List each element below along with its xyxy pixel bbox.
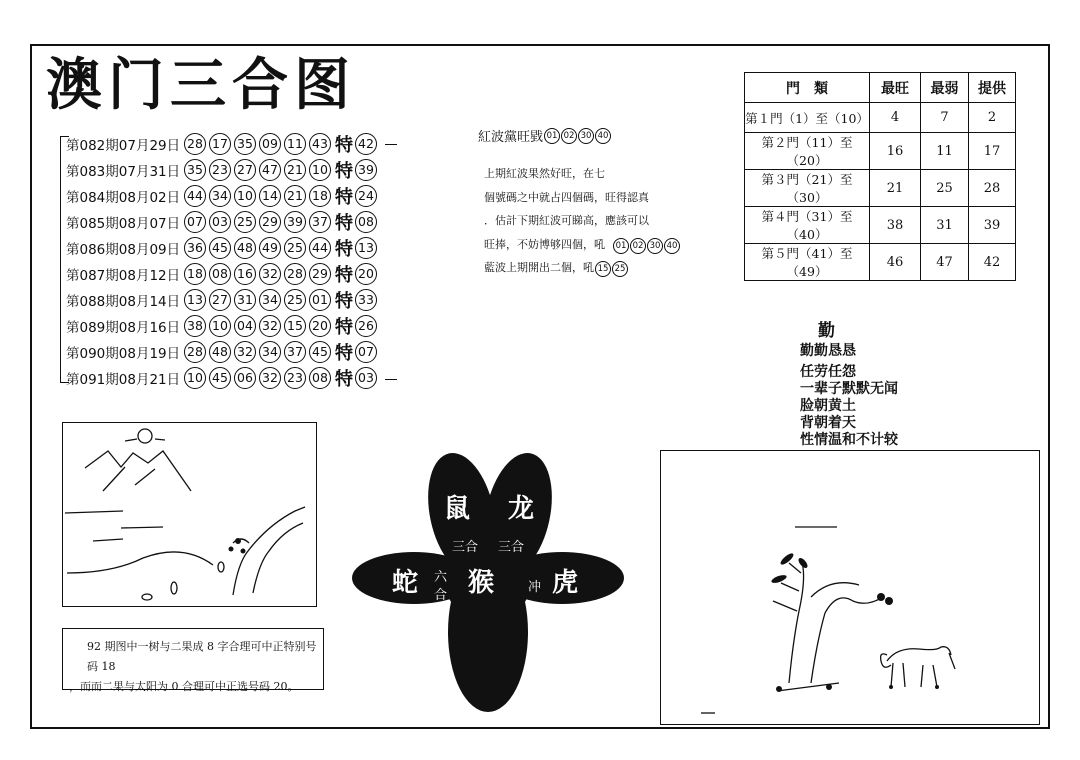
number-ball: 34 — [209, 185, 231, 207]
hint-note — [62, 628, 324, 693]
zodiac-snake: 蛇 — [392, 568, 419, 598]
special-number-ball: 39 — [355, 159, 377, 181]
poem-line: 勤勤恳恳 — [800, 343, 856, 359]
number-ball: 10 — [184, 367, 206, 389]
number-ball: 10 — [234, 185, 256, 207]
number-ball: 07 — [184, 211, 206, 233]
number-ball: 28 — [184, 341, 206, 363]
number-ball: 14 — [259, 185, 281, 207]
gate-row — [745, 207, 1016, 244]
special-marker: 特 — [335, 239, 353, 260]
draw-history-list — [66, 131, 401, 391]
number-ball: 38 — [184, 315, 206, 337]
special-marker: 特 — [335, 369, 353, 390]
small-number-ball: 25 — [612, 261, 628, 277]
number-ball: 25 — [284, 289, 306, 311]
gate-value-cell: 11 — [921, 133, 969, 170]
gate-row — [745, 170, 1016, 207]
draw-period-label: 第090期08月19日 — [66, 346, 181, 362]
number-ball: 03 — [209, 211, 231, 233]
poem-line: 任劳任怨 — [800, 364, 856, 380]
draw-row — [66, 261, 401, 287]
analysis-line: ．估計下期紅波可睇高，應該可以 — [484, 214, 649, 227]
special-marker: 特 — [335, 291, 353, 312]
gate-value-cell: 4 — [870, 103, 921, 133]
poem-line: 性情温和不计较 — [800, 432, 898, 448]
header-provide: 提供 — [969, 73, 1016, 103]
small-number-ball: 01 — [613, 238, 629, 254]
draw-row — [66, 157, 401, 183]
zodiac-flower — [352, 452, 624, 714]
gate-value-cell: 21 — [870, 170, 921, 207]
red-wave-header — [478, 126, 611, 145]
number-ball: 29 — [259, 211, 281, 233]
number-ball: 32 — [259, 263, 281, 285]
special-number-ball: 26 — [355, 315, 377, 337]
gate-value-cell: 16 — [870, 133, 921, 170]
special-marker: 特 — [335, 317, 353, 338]
number-ball: 45 — [209, 237, 231, 259]
gate-value-cell: 42 — [969, 244, 1016, 281]
gate-range-cell: 第１門（1）至（10） — [745, 103, 870, 133]
clash-label: 冲 — [528, 580, 542, 595]
number-ball: 44 — [309, 237, 331, 259]
analysis-line: 藍波上期開出二個，吼 15 25 — [484, 256, 704, 280]
number-ball: 21 — [284, 185, 306, 207]
number-ball: 20 — [309, 315, 331, 337]
number-ball: 25 — [234, 211, 256, 233]
draw-period-label: 第087期08月12日 — [66, 268, 181, 284]
number-ball: 32 — [234, 341, 256, 363]
draw-row — [66, 339, 401, 365]
number-ball: 18 — [184, 263, 206, 285]
special-number-ball: 24 — [355, 185, 377, 207]
gate-row — [745, 133, 1016, 170]
special-number-ball: 07 — [355, 341, 377, 363]
gate-range-cell: 第４門（31）至（40） — [745, 207, 870, 244]
header-coldest: 最弱 — [921, 73, 969, 103]
number-ball: 49 — [259, 237, 281, 259]
zodiac-rat: 鼠 — [444, 494, 471, 524]
number-ball: 27 — [209, 289, 231, 311]
number-ball: 34 — [259, 289, 281, 311]
zodiac-monkey: 猴 — [468, 568, 495, 598]
number-ball: 35 — [184, 159, 206, 181]
poem-line: 脸朝黄土 — [800, 398, 856, 414]
six-combo-label-2: 合 — [434, 588, 448, 603]
gate-value-cell: 17 — [969, 133, 1016, 170]
gate-row — [745, 244, 1016, 281]
gate-range-cell: 第２門（11）至（20） — [745, 133, 870, 170]
small-number-ball: 02 — [561, 128, 577, 144]
gate-value-cell: 7 — [921, 103, 969, 133]
number-ball: 43 — [309, 133, 331, 155]
six-combo-label-1: 六 — [434, 570, 448, 585]
number-ball: 37 — [309, 211, 331, 233]
small-number-ball: 30 — [578, 128, 594, 144]
number-ball: 23 — [284, 367, 306, 389]
special-marker: 特 — [335, 343, 353, 364]
page-title: 澳门三合图 — [46, 53, 356, 118]
number-ball: 18 — [309, 185, 331, 207]
number-ball: 08 — [209, 263, 231, 285]
number-ball: 27 — [234, 159, 256, 181]
special-marker: 特 — [335, 213, 353, 234]
zodiac-dragon: 龙 — [508, 494, 535, 524]
draw-period-label: 第086期08月09日 — [66, 242, 181, 258]
analysis-line: 上期紅波果然好旺，在七 — [484, 167, 605, 180]
draw-period-label: 第091期08月21日 — [66, 372, 181, 388]
number-ball: 29 — [309, 263, 331, 285]
analysis-line: 個號碼之中就占四個碼，旺得認真 — [484, 190, 649, 204]
gate-range-cell: 第５門（41）至（49） — [745, 244, 870, 281]
number-ball: 04 — [234, 315, 256, 337]
draw-row — [66, 313, 401, 339]
number-ball: 32 — [259, 367, 281, 389]
special-number-ball: 33 — [355, 289, 377, 311]
analysis-paragraph — [484, 162, 704, 280]
red-wave-label: 紅波黨旺戥 — [478, 130, 544, 145]
triple-combo-label: 三合 — [498, 540, 525, 555]
triple-combo-label: 三合 — [452, 540, 479, 555]
number-ball: 45 — [309, 341, 331, 363]
draw-row — [66, 183, 401, 209]
number-ball: 13 — [184, 289, 206, 311]
draw-period-label: 第084期08月02日 — [66, 190, 181, 206]
special-number-ball: 13 — [355, 237, 377, 259]
number-ball: 31 — [234, 289, 256, 311]
draw-period-label: 第082期07月29日 — [66, 138, 181, 154]
landscape-drawing — [63, 423, 315, 605]
small-number-ball: 40 — [664, 238, 680, 254]
number-ball: 08 — [309, 367, 331, 389]
ox-picture — [660, 450, 1040, 725]
number-ball: 37 — [284, 341, 306, 363]
draw-row — [66, 365, 401, 391]
draw-period-label: 第085期08月07日 — [66, 216, 181, 232]
poem — [800, 343, 898, 449]
number-ball: 47 — [259, 159, 281, 181]
number-ball: 23 — [209, 159, 231, 181]
special-number-ball: 03 — [355, 367, 377, 389]
number-ball: 01 — [309, 289, 331, 311]
gate-range-cell: 第３門（21）至（30） — [745, 170, 870, 207]
draw-period-label: 第088期08月14日 — [66, 294, 181, 310]
number-ball: 10 — [209, 315, 231, 337]
header-hottest: 最旺 — [870, 73, 921, 103]
poem-line: 背朝着天 — [800, 415, 856, 431]
special-number-ball: 42 — [355, 133, 377, 155]
hint-line: 92 期图中一树与二果成 8 字合理可中正特别号码 18 — [87, 640, 317, 673]
special-number-ball: 08 — [355, 211, 377, 233]
number-ball: 10 — [309, 159, 331, 181]
draw-row — [66, 287, 401, 313]
small-number-ball: 01 — [544, 128, 560, 144]
small-number-ball: 40 — [595, 128, 611, 144]
small-number-ball: 30 — [647, 238, 663, 254]
number-ball: 39 — [284, 211, 306, 233]
draw-period-label: 第083期07月31日 — [66, 164, 181, 180]
number-ball: 35 — [234, 133, 256, 155]
number-ball: 36 — [184, 237, 206, 259]
gate-table — [744, 72, 1016, 281]
number-ball: 16 — [234, 263, 256, 285]
number-ball: 48 — [209, 341, 231, 363]
special-marker: 特 — [335, 135, 353, 156]
number-ball: 34 — [259, 341, 281, 363]
poem-line: 一辈子默默无闻 — [800, 381, 898, 397]
draw-row — [66, 235, 401, 261]
special-marker: 特 — [335, 187, 353, 208]
landscape-picture — [62, 422, 317, 607]
gate-value-cell: 46 — [870, 244, 921, 281]
ox-drawing — [661, 451, 1038, 723]
zodiac-tiger: 虎 — [552, 568, 579, 598]
gate-value-cell: 47 — [921, 244, 969, 281]
hint-line: ，而而二果与太阳为 0 合理可中正选号码 20。 — [69, 680, 299, 693]
small-number-ball: 15 — [595, 261, 611, 277]
number-ball: 32 — [259, 315, 281, 337]
number-ball: 25 — [284, 237, 306, 259]
gate-table-header — [745, 73, 1016, 103]
number-ball: 17 — [209, 133, 231, 155]
gate-value-cell: 25 — [921, 170, 969, 207]
special-number-ball: 20 — [355, 263, 377, 285]
gate-value-cell: 28 — [969, 170, 1016, 207]
number-ball: 48 — [234, 237, 256, 259]
gate-row — [745, 103, 1016, 133]
draw-period-label: 第089期08月16日 — [66, 320, 181, 336]
number-ball: 45 — [209, 367, 231, 389]
number-ball: 11 — [284, 133, 306, 155]
number-ball: 21 — [284, 159, 306, 181]
number-ball: 28 — [284, 263, 306, 285]
number-ball: 28 — [184, 133, 206, 155]
number-ball: 06 — [234, 367, 256, 389]
poem-title: 勤 — [818, 321, 835, 341]
special-marker: 特 — [335, 265, 353, 286]
number-ball: 15 — [284, 315, 306, 337]
gate-value-cell: 39 — [969, 207, 1016, 244]
small-number-ball: 02 — [630, 238, 646, 254]
gate-value-cell: 31 — [921, 207, 969, 244]
gate-value-cell: 38 — [870, 207, 921, 244]
header-category: 門 類 — [745, 73, 870, 103]
draw-row — [66, 209, 401, 235]
draw-row — [66, 131, 401, 157]
special-marker: 特 — [335, 161, 353, 182]
analysis-line: 旺捧，不妨博够四個，吼 01 02 30 40 — [484, 233, 704, 257]
gate-value-cell: 2 — [969, 103, 1016, 133]
number-ball: 09 — [259, 133, 281, 155]
number-ball: 44 — [184, 185, 206, 207]
